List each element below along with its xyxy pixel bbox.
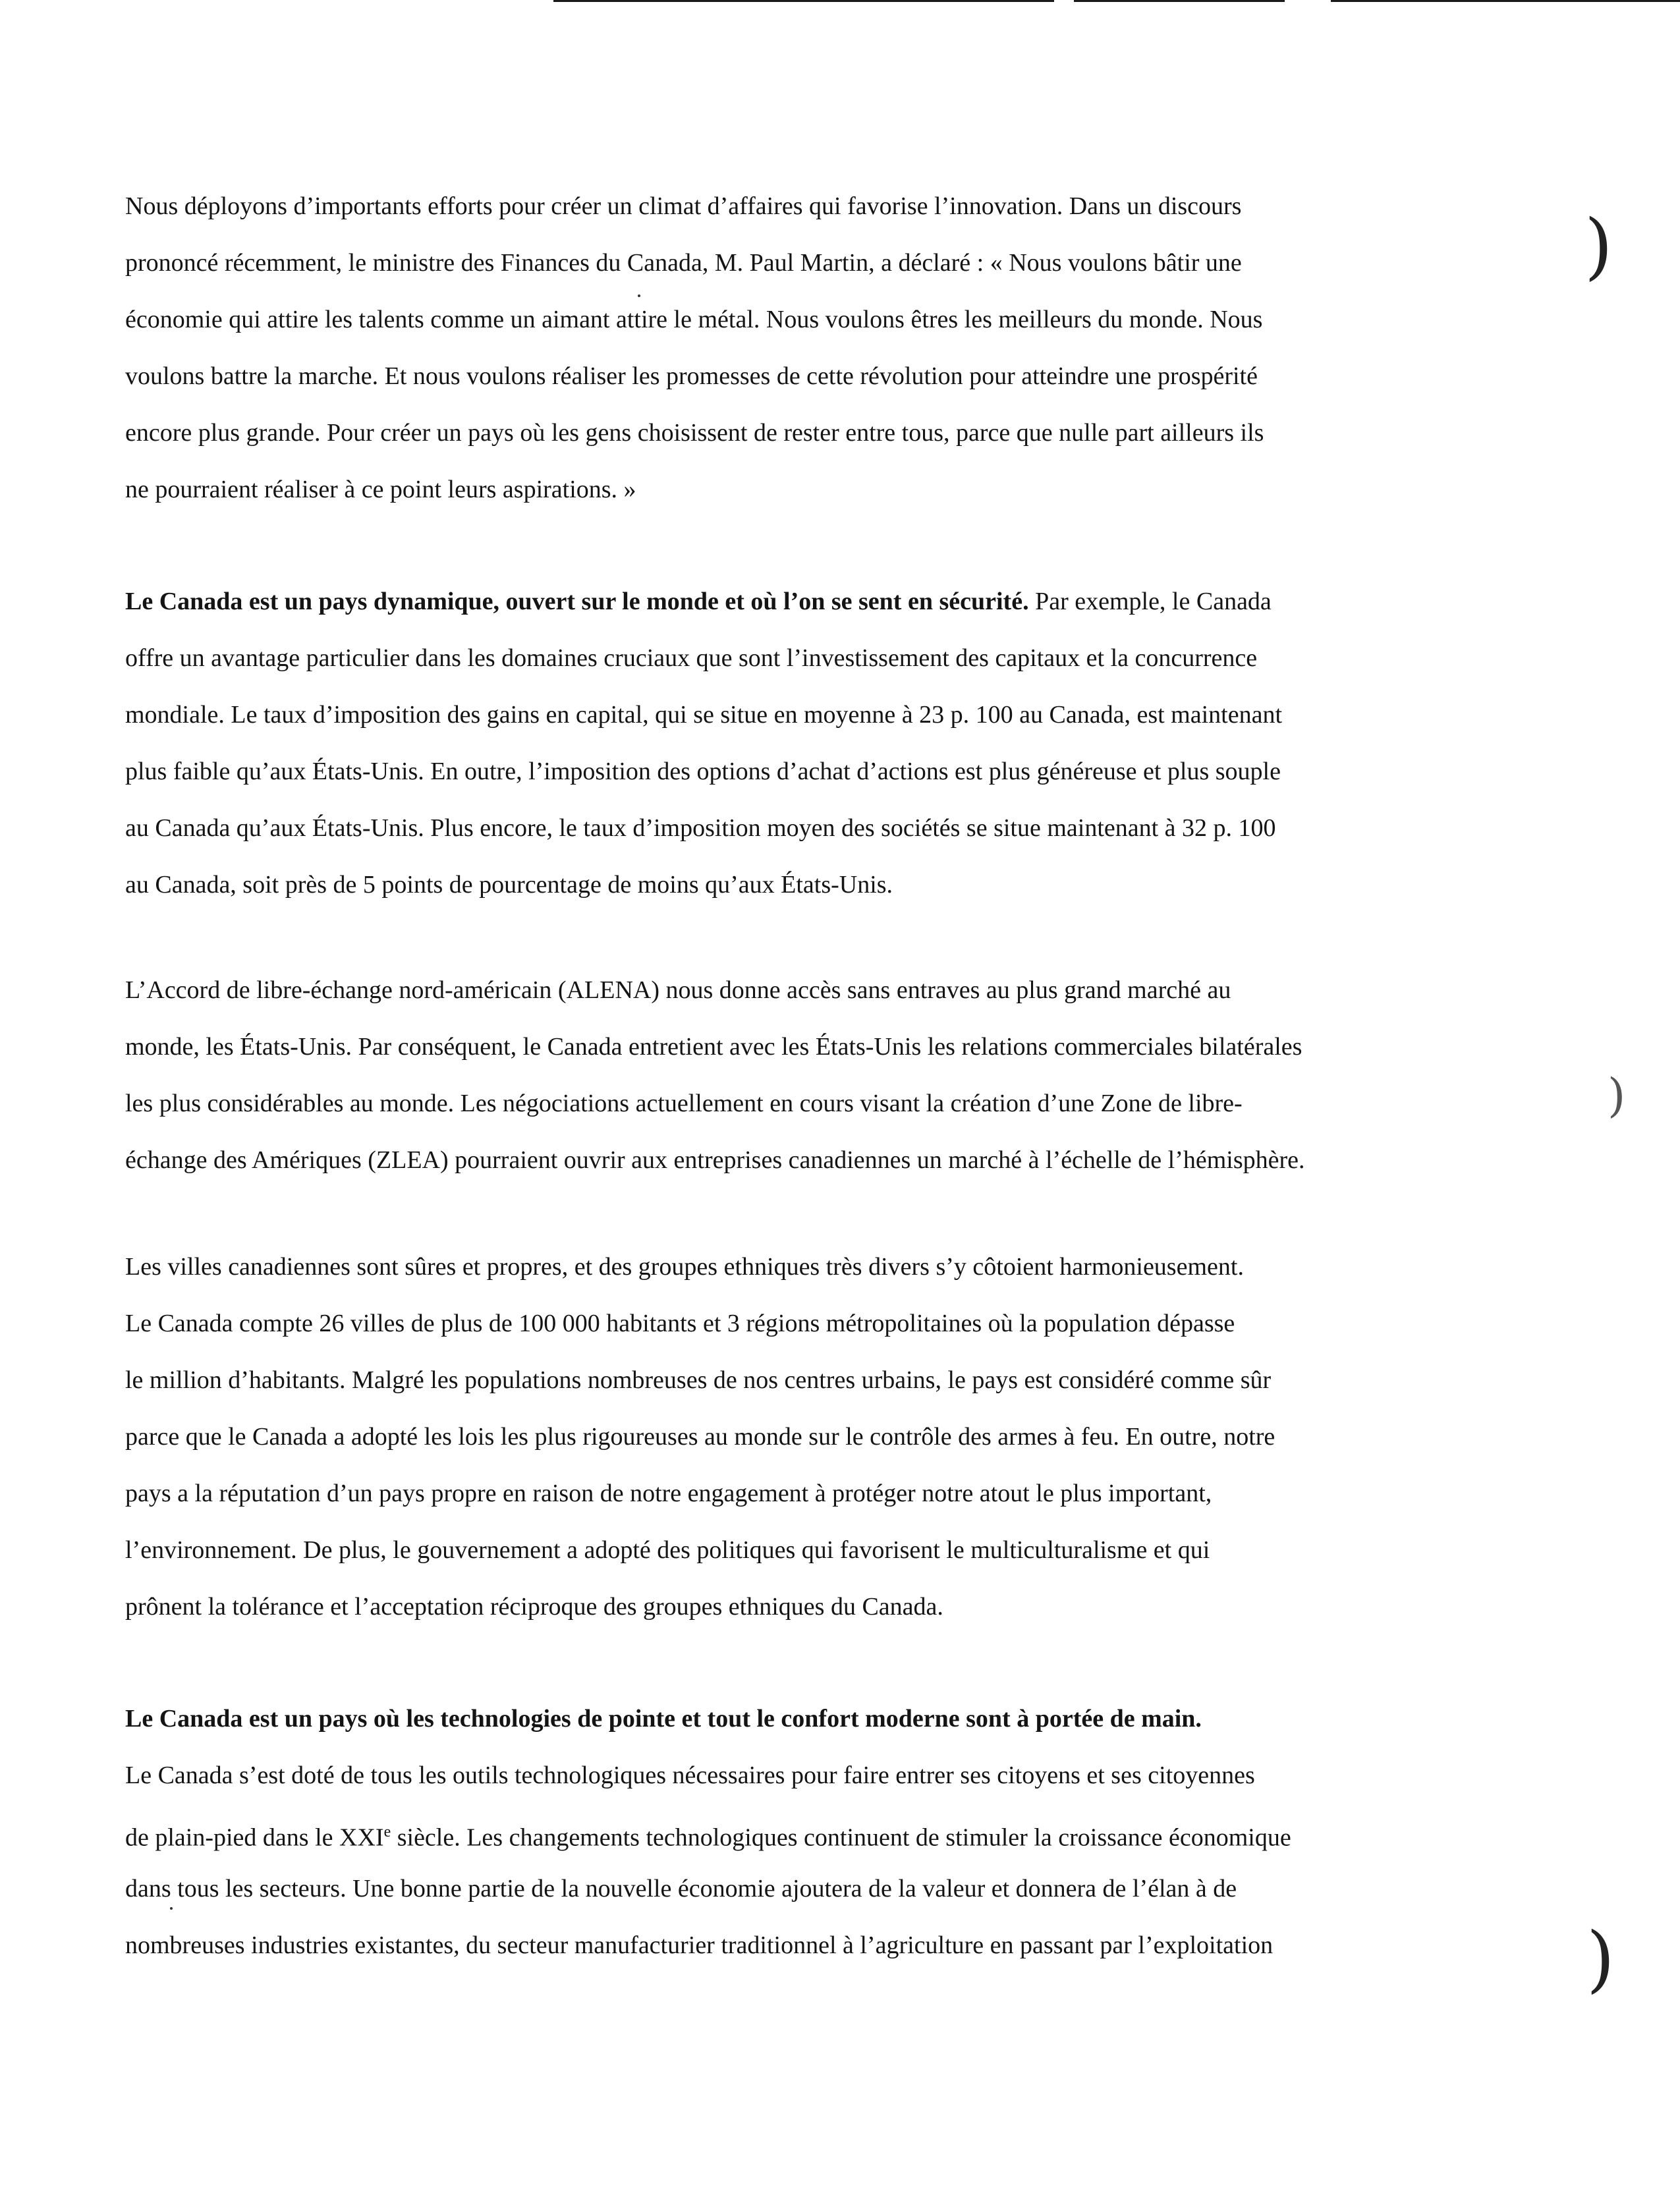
text-line: au Canada qu’aux États-Unis. Plus encore, le taux d’imposition moyen des sociétés se situe maintenant à 32 p. 100 xyxy=(125,814,1276,842)
scan-edge-line xyxy=(1331,0,1680,2)
text-line: monde, les États-Unis. Par conséquent, le Canada entretient avec les États-Unis les relations commerciales bilatérales xyxy=(125,1033,1302,1061)
text-line: au Canada, soit près de 5 points de pourcentage de moins qu’aux États-Unis. xyxy=(125,871,893,899)
margin-bracket-mark: ) xyxy=(1586,1916,1615,2001)
margin-bracket-mark: ) xyxy=(1608,1069,1626,1123)
text-line: le million d’habitants. Malgré les populations nombreuses de nos centres urbains, le pays est considéré comme sûr xyxy=(125,1366,1272,1394)
text-line: L’Accord de libre-échange nord-américain (ALENA) nous donne accès sans entraves au plus grand marché au xyxy=(125,976,1231,1004)
scan-speck xyxy=(638,294,640,297)
scan-speck xyxy=(170,1907,173,1910)
scan-edge-line xyxy=(553,0,1054,2)
text-line: plus faible qu’aux États-Unis. En outre, l’imposition des options d’achat d’actions est plus généreuse et plus souple xyxy=(125,758,1281,785)
text-line: offre un avantage particulier dans les domaines cruciaux que sont l’investissement des capitaux et la concurrence xyxy=(125,644,1258,672)
text-line: pays a la réputation d’un pays propre en raison de notre engagement à protéger notre atout le plus important, xyxy=(125,1480,1212,1507)
text-line: Le Canada s’est doté de tous les outils technologiques nécessaires pour faire entrer ses citoyens et ses citoyennes xyxy=(125,1762,1255,1789)
text-line: économie qui attire les talents comme un aimant attire le métal. Nous voulons êtres les meilleurs du monde. Nous xyxy=(125,306,1263,333)
text-line: Les villes canadiennes sont sûres et propres, et des groupes ethniques très divers s’y côtoient harmonieusement. xyxy=(125,1253,1244,1281)
text-line: nombreuses industries existantes, du secteur manufacturier traditionnel à l’agriculture en passant par l’exploitation xyxy=(125,1931,1274,1959)
century-line-before: de plain-pied dans le xyxy=(125,1823,340,1852)
section-heading: Le Canada est un pays dynamique, ouvert sur le monde et où l’on se sent en sécurité. xyxy=(125,588,1029,615)
text-line: Nous déployons d’importants efforts pour créer un climat d’affaires qui favorise l’innovation. Dans un discours xyxy=(125,192,1242,220)
heading-line xyxy=(125,586,1272,617)
text-line: encore plus grande. Pour créer un pays où les gens choisissent de rester entre tous, parce que nulle part ailleurs ils xyxy=(125,419,1264,447)
heading-tail-text: Par exemple, le Canada xyxy=(1028,588,1272,615)
text-line: voulons battre la marche. Et nous voulons réaliser les promesses de cette révolution pour atteindre une prospérité xyxy=(125,362,1258,390)
century-numeral: XXI xyxy=(339,1823,384,1852)
text-line: Le Canada compte 26 villes de plus de 100 000 habitants et 3 régions métropolitaines où la population dépasse xyxy=(125,1310,1235,1337)
century-superscript: e xyxy=(383,1823,391,1841)
text-line: parce que le Canada a adopté les lois les plus rigoureuses au monde sur le contrôle des armes à feu. En outre, notre xyxy=(125,1423,1275,1451)
margin-bracket-mark: ) xyxy=(1584,204,1613,288)
scan-edge-line xyxy=(1074,0,1285,2)
text-line: l’environnement. De plus, le gouvernement a adopté des politiques qui favorisent le multiculturalisme et qui xyxy=(125,1536,1210,1564)
text-line: échange des Amériques (ZLEA) pourraient ouvrir aux entreprises canadiennes un marché à l’échelle de l’hémisphère. xyxy=(125,1146,1305,1174)
text-line: les plus considérables au monde. Les négociations actuellement en cours visant la création d’une Zone de libre- xyxy=(125,1090,1243,1117)
text-line: mondiale. Le taux d’imposition des gains en capital, qui se situe en moyenne à 23 p. 100 au Canada, est maintenant xyxy=(125,701,1282,729)
text-line: prônent la tolérance et l’acceptation réciproque des groupes ethniques du Canada. xyxy=(125,1593,943,1621)
century-line-after: siècle. Les changements technologiques continuent de stimuler la croissance économique xyxy=(391,1823,1291,1852)
text-line: ne pourraient réaliser à ce point leurs aspirations. » xyxy=(125,476,636,503)
text-line: prononcé récemment, le ministre des Finances du Canada, M. Paul Martin, a déclaré : « Nous voulons bâtir une xyxy=(125,249,1242,277)
text-line-century xyxy=(125,1817,1291,1853)
section-heading: Le Canada est un pays où les technologies de pointe et tout le confort moderne sont à portée de main. xyxy=(125,1705,1202,1733)
text-line: dans tous les secteurs. Une bonne partie de la nouvelle économie ajoutera de la valeur et donnera de l’élan à de xyxy=(125,1875,1237,1902)
